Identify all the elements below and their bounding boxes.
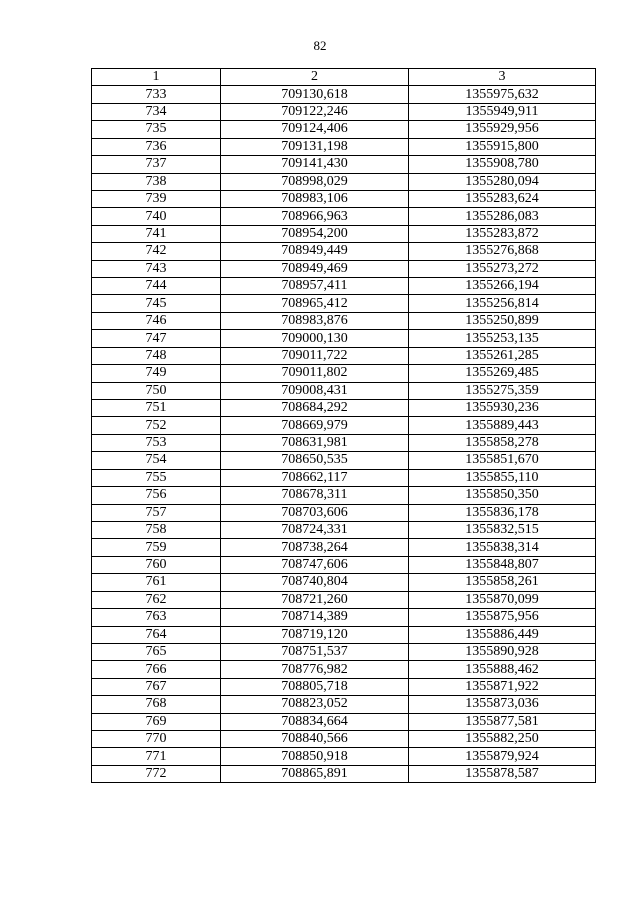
point-number-cell: 759 <box>92 539 221 556</box>
table-row <box>92 365 596 382</box>
point-number-cell: 745 <box>92 295 221 312</box>
x-coordinate-cell: 709124,406 <box>221 121 409 138</box>
point-number-cell: 740 <box>92 208 221 225</box>
coordinates-table <box>91 68 596 783</box>
y-coordinate-cell: 1355283,624 <box>409 190 596 207</box>
y-coordinate-cell: 1355870,099 <box>409 591 596 608</box>
point-number-cell: 753 <box>92 434 221 451</box>
x-coordinate-cell: 709011,802 <box>221 365 409 382</box>
x-coordinate-cell: 708998,029 <box>221 173 409 190</box>
point-number-cell: 769 <box>92 713 221 730</box>
x-coordinate-cell: 708631,981 <box>221 434 409 451</box>
point-number-cell: 736 <box>92 138 221 155</box>
y-coordinate-cell: 1355882,250 <box>409 731 596 748</box>
x-coordinate-cell: 709130,618 <box>221 86 409 103</box>
x-coordinate-cell: 709122,246 <box>221 103 409 120</box>
table-row <box>92 661 596 678</box>
x-coordinate-cell: 708776,982 <box>221 661 409 678</box>
column-header: 1 <box>92 69 221 86</box>
x-coordinate-cell: 708738,264 <box>221 539 409 556</box>
y-coordinate-cell: 1355915,800 <box>409 138 596 155</box>
column-header: 2 <box>221 69 409 86</box>
point-number-cell: 746 <box>92 312 221 329</box>
table-body <box>92 86 596 783</box>
table-row <box>92 452 596 469</box>
y-coordinate-cell: 1355275,359 <box>409 382 596 399</box>
table-row <box>92 556 596 573</box>
y-coordinate-cell: 1355838,314 <box>409 539 596 556</box>
table-row <box>92 225 596 242</box>
point-number-cell: 755 <box>92 469 221 486</box>
x-coordinate-cell: 708965,412 <box>221 295 409 312</box>
table-row <box>92 330 596 347</box>
y-coordinate-cell: 1355879,924 <box>409 748 596 765</box>
point-number-cell: 737 <box>92 156 221 173</box>
table-row <box>92 591 596 608</box>
x-coordinate-cell: 708703,606 <box>221 504 409 521</box>
point-number-cell: 739 <box>92 190 221 207</box>
y-coordinate-cell: 1355949,911 <box>409 103 596 120</box>
point-number-cell: 738 <box>92 173 221 190</box>
table-row <box>92 521 596 538</box>
y-coordinate-cell: 1355256,814 <box>409 295 596 312</box>
x-coordinate-cell: 708678,311 <box>221 487 409 504</box>
column-header: 3 <box>409 69 596 86</box>
table-row <box>92 765 596 782</box>
x-coordinate-cell: 708662,117 <box>221 469 409 486</box>
x-coordinate-cell: 708954,200 <box>221 225 409 242</box>
table-row <box>92 574 596 591</box>
y-coordinate-cell: 1355930,236 <box>409 400 596 417</box>
y-coordinate-cell: 1355832,515 <box>409 521 596 538</box>
table-row <box>92 86 596 103</box>
table-row <box>92 382 596 399</box>
x-coordinate-cell: 708719,120 <box>221 626 409 643</box>
point-number-cell: 764 <box>92 626 221 643</box>
x-coordinate-cell: 708721,260 <box>221 591 409 608</box>
y-coordinate-cell: 1355855,110 <box>409 469 596 486</box>
point-number-cell: 760 <box>92 556 221 573</box>
x-coordinate-cell: 708805,718 <box>221 678 409 695</box>
y-coordinate-cell: 1355975,632 <box>409 86 596 103</box>
point-number-cell: 758 <box>92 521 221 538</box>
y-coordinate-cell: 1355889,443 <box>409 417 596 434</box>
table-row <box>92 260 596 277</box>
x-coordinate-cell: 708983,106 <box>221 190 409 207</box>
x-coordinate-cell: 708865,891 <box>221 765 409 782</box>
point-number-cell: 757 <box>92 504 221 521</box>
table-row <box>92 138 596 155</box>
x-coordinate-cell: 709141,430 <box>221 156 409 173</box>
table-row <box>92 748 596 765</box>
table-row <box>92 208 596 225</box>
x-coordinate-cell: 708834,664 <box>221 713 409 730</box>
point-number-cell: 761 <box>92 574 221 591</box>
x-coordinate-cell: 708850,918 <box>221 748 409 765</box>
point-number-cell: 735 <box>92 121 221 138</box>
point-number-cell: 771 <box>92 748 221 765</box>
y-coordinate-cell: 1355890,928 <box>409 643 596 660</box>
y-coordinate-cell: 1355261,285 <box>409 347 596 364</box>
point-number-cell: 752 <box>92 417 221 434</box>
point-number-cell: 767 <box>92 678 221 695</box>
y-coordinate-cell: 1355253,135 <box>409 330 596 347</box>
y-coordinate-cell: 1355286,083 <box>409 208 596 225</box>
point-number-cell: 744 <box>92 278 221 295</box>
y-coordinate-cell: 1355283,872 <box>409 225 596 242</box>
table-row <box>92 173 596 190</box>
x-coordinate-cell: 708684,292 <box>221 400 409 417</box>
page-number: 82 <box>313 38 327 53</box>
point-number-cell: 756 <box>92 487 221 504</box>
header-row <box>92 69 596 86</box>
y-coordinate-cell: 1355266,194 <box>409 278 596 295</box>
x-coordinate-cell: 708669,979 <box>221 417 409 434</box>
table-row <box>92 103 596 120</box>
point-number-cell: 742 <box>92 243 221 260</box>
x-coordinate-cell: 708983,876 <box>221 312 409 329</box>
point-number-cell: 754 <box>92 452 221 469</box>
table-row <box>92 539 596 556</box>
x-coordinate-cell: 709011,722 <box>221 347 409 364</box>
y-coordinate-cell: 1355929,956 <box>409 121 596 138</box>
y-coordinate-cell: 1355280,094 <box>409 173 596 190</box>
y-coordinate-cell: 1355871,922 <box>409 678 596 695</box>
point-number-cell: 750 <box>92 382 221 399</box>
y-coordinate-cell: 1355875,956 <box>409 609 596 626</box>
y-coordinate-cell: 1355858,278 <box>409 434 596 451</box>
y-coordinate-cell: 1355269,485 <box>409 365 596 382</box>
point-number-cell: 741 <box>92 225 221 242</box>
x-coordinate-cell: 708949,469 <box>221 260 409 277</box>
y-coordinate-cell: 1355858,261 <box>409 574 596 591</box>
table-row <box>92 347 596 364</box>
table-row <box>92 504 596 521</box>
table-row <box>92 713 596 730</box>
table-row <box>92 312 596 329</box>
point-number-cell: 765 <box>92 643 221 660</box>
point-number-cell: 766 <box>92 661 221 678</box>
x-coordinate-cell: 708747,606 <box>221 556 409 573</box>
x-coordinate-cell: 708823,052 <box>221 696 409 713</box>
y-coordinate-cell: 1355873,036 <box>409 696 596 713</box>
x-coordinate-cell: 708949,449 <box>221 243 409 260</box>
x-coordinate-cell: 708751,537 <box>221 643 409 660</box>
x-coordinate-cell: 708724,331 <box>221 521 409 538</box>
table-row <box>92 696 596 713</box>
y-coordinate-cell: 1355836,178 <box>409 504 596 521</box>
y-coordinate-cell: 1355886,449 <box>409 626 596 643</box>
table-row <box>92 731 596 748</box>
table-row <box>92 434 596 451</box>
table-row <box>92 156 596 173</box>
point-number-cell: 743 <box>92 260 221 277</box>
point-number-cell: 734 <box>92 103 221 120</box>
point-number-cell: 749 <box>92 365 221 382</box>
y-coordinate-cell: 1355877,581 <box>409 713 596 730</box>
y-coordinate-cell: 1355850,350 <box>409 487 596 504</box>
x-coordinate-cell: 708957,411 <box>221 278 409 295</box>
point-number-cell: 768 <box>92 696 221 713</box>
x-coordinate-cell: 709000,130 <box>221 330 409 347</box>
y-coordinate-cell: 1355851,670 <box>409 452 596 469</box>
y-coordinate-cell: 1355908,780 <box>409 156 596 173</box>
table-row <box>92 487 596 504</box>
table-row <box>92 678 596 695</box>
table-row <box>92 121 596 138</box>
point-number-cell: 747 <box>92 330 221 347</box>
x-coordinate-cell: 708650,535 <box>221 452 409 469</box>
point-number-cell: 748 <box>92 347 221 364</box>
table-row <box>92 643 596 660</box>
point-number-cell: 762 <box>92 591 221 608</box>
x-coordinate-cell: 708714,389 <box>221 609 409 626</box>
x-coordinate-cell: 708840,566 <box>221 731 409 748</box>
table-header <box>92 69 596 86</box>
x-coordinate-cell: 709008,431 <box>221 382 409 399</box>
table-row <box>92 400 596 417</box>
table-row <box>92 190 596 207</box>
y-coordinate-cell: 1355878,587 <box>409 765 596 782</box>
point-number-cell: 772 <box>92 765 221 782</box>
point-number-cell: 751 <box>92 400 221 417</box>
table-row <box>92 295 596 312</box>
point-number-cell: 770 <box>92 731 221 748</box>
y-coordinate-cell: 1355250,899 <box>409 312 596 329</box>
x-coordinate-cell: 708966,963 <box>221 208 409 225</box>
table-row <box>92 417 596 434</box>
point-number-cell: 733 <box>92 86 221 103</box>
x-coordinate-cell: 709131,198 <box>221 138 409 155</box>
table-row <box>92 469 596 486</box>
table-row <box>92 609 596 626</box>
y-coordinate-cell: 1355276,868 <box>409 243 596 260</box>
table-row <box>92 278 596 295</box>
y-coordinate-cell: 1355888,462 <box>409 661 596 678</box>
x-coordinate-cell: 708740,804 <box>221 574 409 591</box>
point-number-cell: 763 <box>92 609 221 626</box>
table-row <box>92 243 596 260</box>
y-coordinate-cell: 1355273,272 <box>409 260 596 277</box>
y-coordinate-cell: 1355848,807 <box>409 556 596 573</box>
table-row <box>92 626 596 643</box>
